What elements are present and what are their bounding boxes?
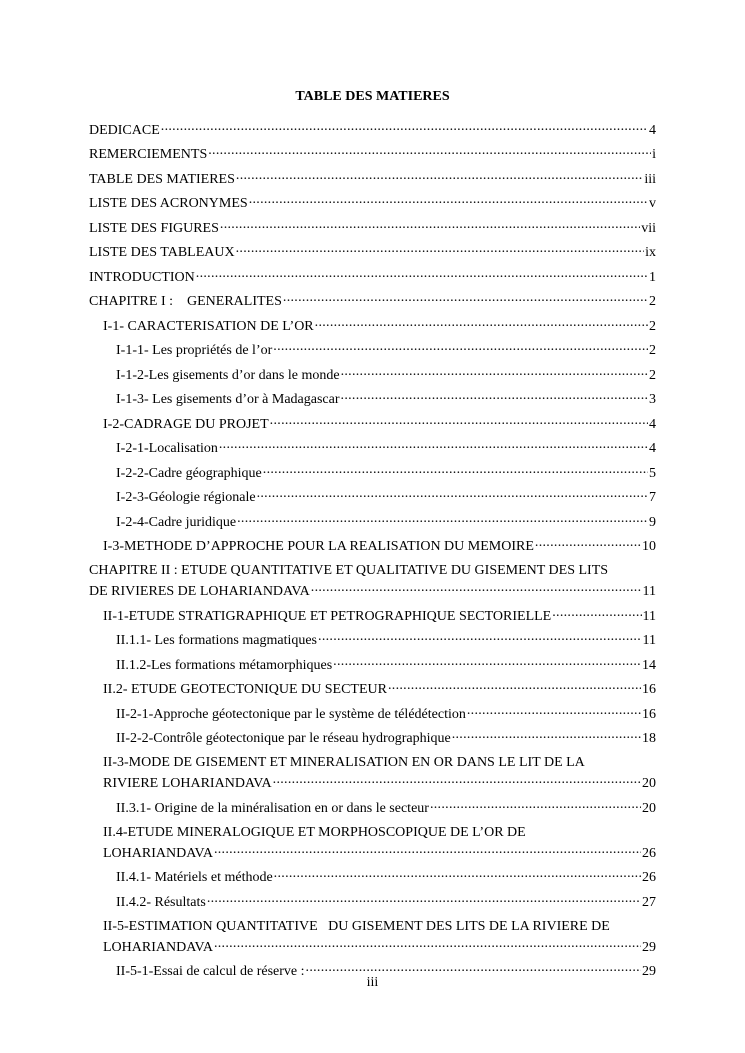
toc-page-number: 4 [649, 416, 656, 432]
toc-leader [196, 265, 648, 282]
toc-entry[interactable] [89, 188, 656, 213]
page-title: TABLE DES MATIERES [295, 89, 450, 104]
toc-entry-text: TABLE DES MATIERES [89, 171, 235, 187]
toc-entry-text: II-3-MODE DE GISEMENT ET MINERALISATION EN OR DANS LE LIT DE LA [103, 755, 585, 770]
toc-leader [306, 959, 641, 976]
toc-page-number: 7 [649, 490, 656, 505]
toc-leader [214, 841, 641, 858]
toc-entry[interactable] [89, 817, 656, 862]
toc-entry[interactable] [89, 286, 656, 311]
toc-leader [552, 604, 641, 621]
toc-entry[interactable] [89, 531, 656, 556]
toc-entry-text: I-2-3-Géologie régionale [116, 490, 256, 505]
toc-page-number: 3 [649, 392, 656, 407]
toc-leader [236, 240, 644, 257]
toc-entry[interactable] [89, 792, 656, 817]
toc-page-number: 27 [642, 894, 656, 910]
toc-entry[interactable] [89, 261, 656, 286]
toc-entry-text: II.1.2-Les formations métamorphiques [116, 657, 333, 673]
toc-page-number: 4 [649, 122, 656, 138]
toc-entry[interactable] [89, 359, 656, 384]
toc-entry[interactable] [89, 482, 656, 507]
toc-entry[interactable] [89, 163, 656, 188]
toc-entry[interactable] [89, 384, 656, 409]
toc-page-number: 16 [642, 706, 656, 722]
toc-leader [283, 289, 648, 306]
toc-entry-text: I-3-METHODE D’APPROCHE POUR LA REALISATION DU MEMOIRE [103, 539, 534, 554]
toc-entry[interactable] [89, 335, 656, 360]
toc-entry-text: II.4.2- Résultats [116, 894, 206, 910]
toc-entry-text: CHAPITRE I : GENERALITES [89, 294, 282, 309]
toc-entry-text: LISTE DES ACRONYMES [89, 196, 248, 211]
toc-entry[interactable] [89, 747, 656, 792]
toc-entry[interactable] [89, 506, 656, 531]
toc-entry[interactable] [89, 555, 656, 600]
toc-leader [273, 771, 641, 788]
toc-page-number: ix [645, 245, 656, 260]
toc-page-number: 29 [642, 964, 656, 979]
toc-page-number: 20 [642, 776, 656, 791]
toc-entry[interactable] [89, 139, 656, 164]
toc-entry[interactable] [89, 600, 656, 625]
toc-leader [237, 510, 648, 527]
toc-leader [273, 338, 648, 355]
toc-entry[interactable] [89, 886, 656, 911]
toc-page-number: i [652, 147, 656, 162]
toc-page-number: 9 [649, 514, 656, 530]
toc-entry[interactable] [89, 674, 656, 699]
toc-entry-text: II-2-2-Contrôle géotectonique par le réseau hydrographique [116, 731, 451, 746]
toc-entry-text: REMERCIEMENTS [89, 147, 208, 162]
toc-entry-text: II-1-ETUDE STRATIGRAPHIQUE ET PETROGRAPHIQUE SECTORIELLE [103, 608, 552, 624]
page-number: iii [366, 975, 379, 990]
toc-entry-text: I-1- CARACTERISATION DE L’OR [103, 318, 314, 334]
toc-leader [263, 461, 648, 478]
toc-entry-text: I-1-2-Les gisements d’or dans le monde [116, 367, 340, 383]
toc-leader [318, 628, 642, 645]
toc-page-number: 2 [649, 367, 656, 383]
toc-leader [388, 677, 641, 694]
toc-entry-text: II.2- ETUDE GEOTECTONIQUE DU SECTEUR [103, 682, 387, 697]
toc-leader [333, 653, 641, 670]
toc-page-number: 26 [642, 870, 656, 885]
toc-entry[interactable] [89, 433, 656, 458]
toc-entry[interactable] [89, 310, 656, 335]
toc-entry[interactable] [89, 212, 656, 237]
toc-entry-text-continued: RIVIERE LOHARIANDAVA [103, 776, 272, 791]
toc-leader [535, 534, 641, 551]
toc-leader [236, 167, 643, 184]
toc-entry[interactable] [89, 114, 656, 139]
toc-entry-text: II.3.1- Origine de la minéralisation en or dans le secteur [116, 800, 429, 816]
toc-leader [341, 387, 648, 404]
toc-entry-text: DEDICACE [89, 122, 160, 138]
toc-page-number: 4 [649, 441, 656, 456]
toc-page-number: 5 [649, 465, 656, 481]
toc-entry-text: II.1.1- Les formations magmatiques [116, 633, 318, 648]
toc-entry-text: II.4.1- Matériels et méthode [116, 870, 273, 885]
toc-leader [219, 436, 648, 453]
toc-leader [430, 796, 641, 813]
toc-page-number: 20 [642, 800, 656, 816]
toc-page-number: 11 [642, 584, 656, 599]
toc-entry[interactable] [89, 457, 656, 482]
toc-entry-text: I-1-1- Les propriétés de l’or [116, 343, 273, 358]
toc-page-number: vii [641, 220, 656, 236]
toc-page-number: 10 [642, 539, 656, 554]
toc-entry-text: INTRODUCTION [89, 269, 195, 285]
toc-page-number: 1 [649, 269, 656, 285]
toc-leader [467, 702, 641, 719]
toc-entry-text: I-2-4-Cadre juridique [116, 514, 237, 530]
toc-entry[interactable] [89, 625, 656, 650]
toc-leader [311, 579, 642, 596]
toc-entry[interactable] [89, 698, 656, 723]
toc-entry-text: II-5-1-Essai de calcul de réserve : [116, 964, 305, 979]
toc-leader [315, 314, 648, 331]
toc-leader [207, 890, 641, 907]
toc-entry[interactable] [89, 237, 656, 262]
toc-entry-text: I-1-3- Les gisements d’or à Madagascar [116, 392, 340, 407]
toc-page-number: iii [644, 171, 656, 187]
toc-entry-text: LISTE DES TABLEAUX [89, 245, 235, 260]
toc-page-number: 2 [649, 318, 656, 334]
toc-leader [257, 485, 648, 502]
toc-leader [452, 726, 641, 743]
toc-page-number: 2 [649, 294, 656, 309]
toc-entry[interactable] [89, 408, 656, 433]
toc-leader [270, 412, 648, 429]
toc-entry-text: II-5-ESTIMATION QUANTITATIVE DU GISEMENT DES LITS DE LA RIVIERE DE [103, 918, 610, 934]
toc-entry[interactable] [89, 862, 656, 887]
toc-page-number: 26 [642, 845, 656, 861]
toc-entry[interactable] [89, 649, 656, 674]
toc-page-number: 18 [642, 731, 656, 746]
toc-page-number: 11 [642, 633, 656, 648]
toc-page-number: v [649, 196, 656, 211]
toc-entry-text: I-2-CADRAGE DU PROJET [103, 416, 269, 432]
toc-page-number: 14 [642, 657, 656, 673]
toc-leader [161, 118, 648, 135]
toc-entry[interactable] [89, 911, 656, 956]
toc-leader [220, 216, 640, 233]
table-of-contents [89, 114, 656, 980]
toc-entry-text: LISTE DES FIGURES [89, 220, 219, 236]
toc-entry-text-continued: LOHARIANDAVA [103, 939, 213, 955]
toc-leader [274, 865, 641, 882]
toc-leader [341, 363, 648, 380]
toc-entry[interactable] [89, 723, 656, 748]
toc-entry-text: II.4-ETUDE MINERALOGIQUE ET MORPHOSCOPIQUE DE L’OR DE [103, 824, 526, 840]
toc-entry-text-continued: LOHARIANDAVA [103, 845, 213, 861]
toc-entry-text: CHAPITRE II : ETUDE QUANTITATIVE ET QUALITATIVE DU GISEMENT DES LITS [89, 563, 609, 578]
toc-entry-text: I-2-2-Cadre géographique [116, 465, 262, 481]
toc-entry-text: I-2-1-Localisation [116, 441, 218, 456]
toc-leader [214, 935, 641, 952]
toc-leader [208, 142, 651, 159]
toc-page-number: 2 [649, 343, 656, 358]
toc-page-number: 11 [642, 608, 656, 624]
toc-page-number: 16 [642, 682, 656, 697]
toc-entry-text-continued: DE RIVIERES DE LOHARIANDAVA [89, 584, 310, 599]
toc-entry-text: II-2-1-Approche géotectonique par le système de télédétection [116, 706, 466, 722]
toc-page-number: 29 [642, 939, 656, 955]
toc-leader [249, 191, 648, 208]
